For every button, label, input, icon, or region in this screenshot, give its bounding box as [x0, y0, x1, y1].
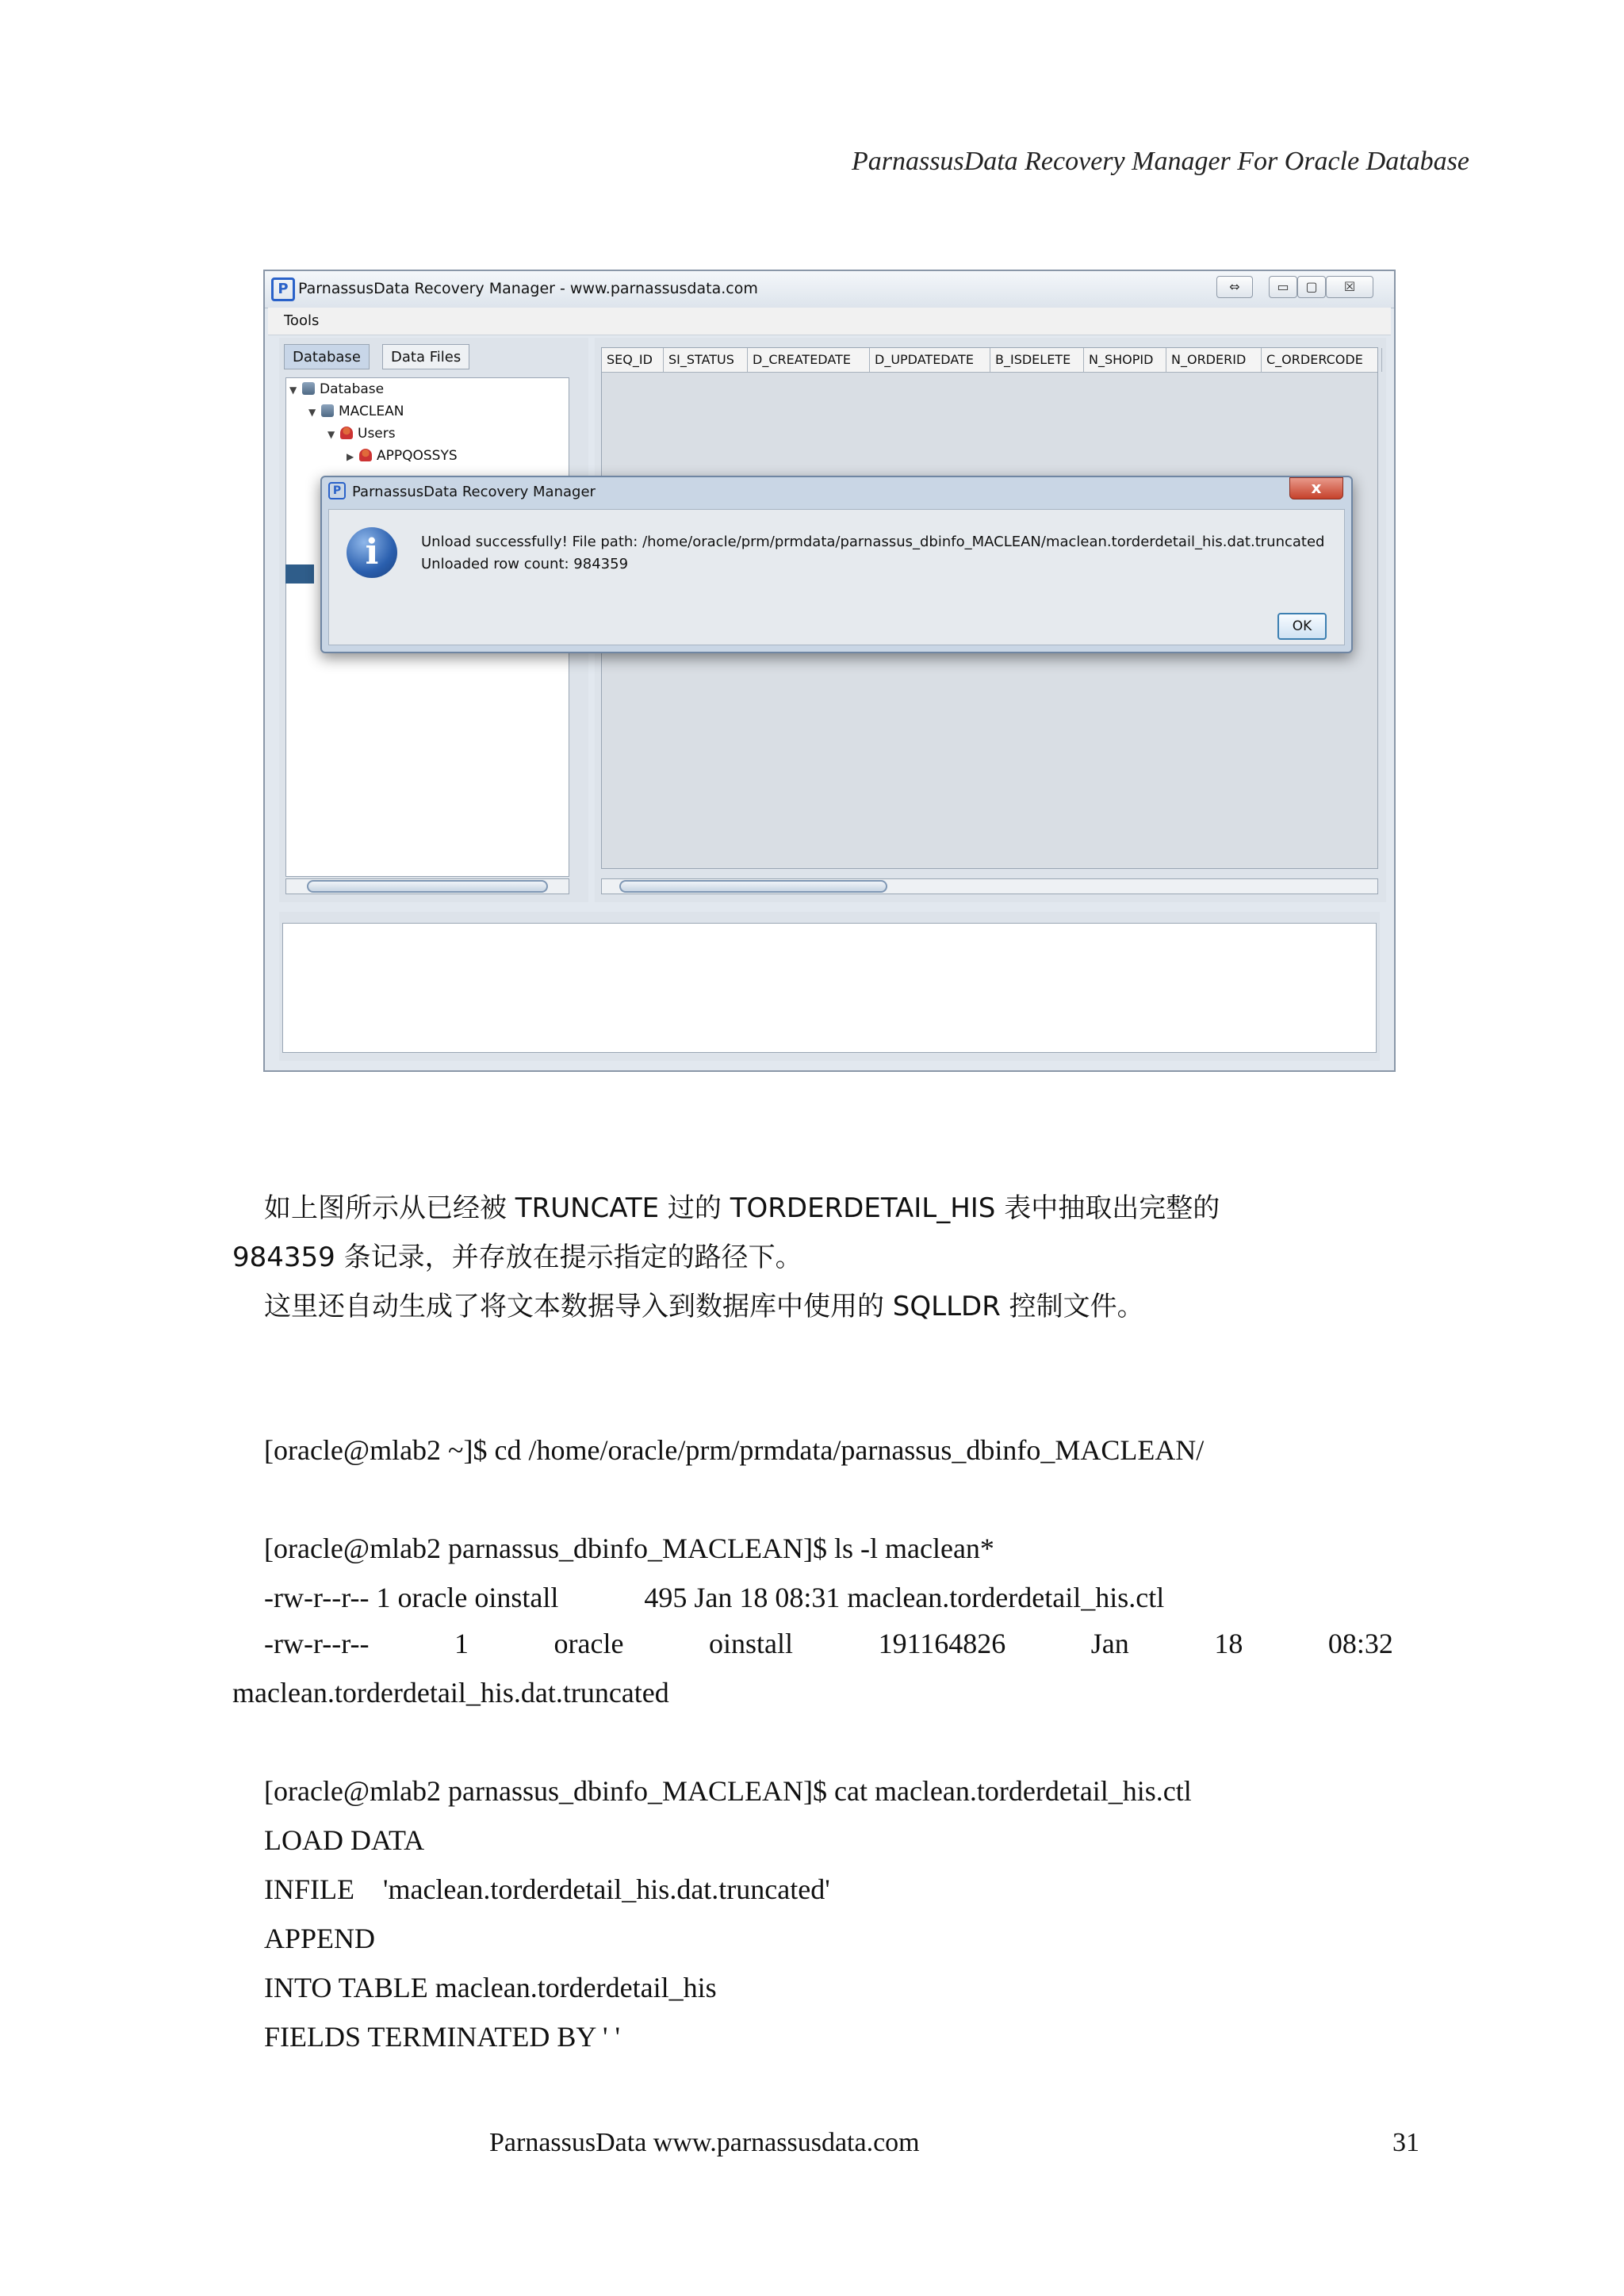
user-icon — [359, 449, 372, 461]
tab-data-files[interactable]: Data Files — [382, 344, 469, 369]
maximize-icon[interactable]: ▢ — [1297, 276, 1326, 298]
tree-node-users[interactable]: ▼ Users — [327, 426, 396, 442]
dialog-close-icon[interactable]: x — [1289, 477, 1343, 499]
column-header[interactable]: C_ORDERCODE — [1262, 348, 1382, 372]
ok-button[interactable]: OK — [1277, 613, 1327, 640]
app-logo-icon: P — [271, 277, 295, 301]
tree-node-database[interactable]: ▼ Database — [289, 381, 385, 397]
app-window — [263, 270, 1396, 1072]
column-header[interactable]: SI_STATUS — [664, 348, 748, 372]
window-title: ParnassusData Recovery Manager - www.parnassusdata.com — [298, 280, 758, 297]
scrollbar-thumb[interactable] — [619, 880, 887, 893]
close-icon[interactable]: ☒ — [1326, 276, 1373, 298]
log-panel — [279, 912, 1380, 1061]
expand-arrow-icon[interactable]: ▼ — [289, 385, 297, 396]
listing-line: maclean.torderdetail_his.dat.truncated — [232, 1677, 669, 1709]
listing-field: 191164826 — [878, 1628, 1006, 1659]
listing-line-justified — [264, 1627, 1393, 1660]
column-header[interactable]: B_ISDELETE — [990, 348, 1084, 372]
scrollbar-thumb[interactable] — [307, 880, 548, 893]
database-icon — [321, 404, 334, 417]
tree-horizontal-scrollbar[interactable] — [285, 878, 569, 894]
grid-header — [602, 348, 1377, 373]
paragraph-line: 984359 条记录，并存放在提示指定的路径下。 — [232, 1242, 802, 1273]
log-output-area[interactable] — [282, 923, 1377, 1053]
app-logo-icon: P — [328, 482, 346, 499]
listing-line: -rw-r--r-- 1 oracle oinstall 495 Jan 18 08:31 maclean.torderdetail_his.ctl — [264, 1582, 1165, 1613]
listing-field: 18 — [1214, 1628, 1243, 1659]
column-header[interactable]: D_CREATEDATE — [748, 348, 870, 372]
listing-field: 08:32 — [1327, 1628, 1393, 1659]
command-line: [oracle@mlab2 parnassus_dbinfo_MACLEAN]$ ls -l maclean* — [264, 1533, 994, 1564]
dialog-body — [328, 509, 1345, 645]
database-icon — [302, 382, 315, 395]
expand-arrow-icon[interactable]: ▼ — [308, 407, 316, 418]
dialog-message-line2: Unloaded row count: 984359 — [421, 556, 629, 572]
column-header[interactable]: N_SHOPID — [1084, 348, 1166, 372]
message-dialog — [320, 476, 1353, 653]
menu-bar — [268, 308, 1391, 335]
expand-arrow-icon[interactable]: ▼ — [327, 429, 335, 440]
listing-field: oracle — [553, 1628, 624, 1659]
control-file-line: INFILE 'maclean.torderdetail_his.dat.truncated' — [264, 1873, 830, 1905]
info-icon: i — [347, 527, 397, 578]
control-file-line: LOAD DATA — [264, 1824, 425, 1856]
column-header[interactable]: N_ORDERID — [1166, 348, 1262, 372]
paragraph-line: 如上图所示从已经被 TRUNCATE 过的 TORDERDETAIL_HIS 表中抽取出完整的 — [264, 1192, 1220, 1224]
user-icon — [340, 427, 353, 439]
command-line: [oracle@mlab2 ~]$ cd /home/oracle/prm/prmdata/parnassus_dbinfo_MACLEAN/ — [264, 1434, 1205, 1466]
restore-icon[interactable]: ⇔ — [1216, 276, 1253, 298]
menu-tools[interactable]: Tools — [284, 312, 320, 329]
listing-field: oinstall — [709, 1628, 794, 1659]
minimize-icon[interactable]: ▭ — [1269, 276, 1297, 298]
listing-field: Jan — [1090, 1628, 1129, 1659]
paragraph-line: 这里还自动生成了将文本数据导入到数据库中使用的 SQLLDR 控制文件。 — [264, 1291, 1144, 1322]
listing-field: 1 — [454, 1628, 469, 1659]
collapse-arrow-icon[interactable]: ▶ — [347, 451, 354, 462]
column-header[interactable]: D_UPDATEDATE — [870, 348, 990, 372]
control-file-line: FIELDS TERMINATED BY ' ' — [264, 2021, 620, 2053]
control-file-line: INTO TABLE maclean.torderdetail_his — [264, 1972, 717, 2003]
page-number: 31 — [1392, 2128, 1419, 2157]
running-header: ParnassusData Recovery Manager For Oracle Database — [851, 147, 1469, 176]
tree-selection-highlight — [285, 564, 314, 584]
control-file-line: APPEND — [264, 1923, 376, 1954]
column-header[interactable]: SEQ_ID — [602, 348, 664, 372]
footer-site: ParnassusData www.parnassusdata.com — [489, 2128, 920, 2157]
tree-node-appqossys[interactable]: ▶ APPQOSSYS — [347, 448, 458, 464]
listing-field: -rw-r--r-- — [264, 1628, 370, 1659]
dialog-message-line1: Unload successfully! File path: /home/oracle/prm/prmdata/parnassus_dbinfo_MACLEAN/maclean.torderdetail_his.dat.truncated — [421, 534, 1325, 550]
command-line: [oracle@mlab2 parnassus_dbinfo_MACLEAN]$ cat maclean.torderdetail_his.ctl — [264, 1775, 1192, 1807]
tab-database[interactable]: Database — [284, 344, 370, 369]
grid-horizontal-scrollbar[interactable] — [601, 878, 1378, 894]
dialog-title: ParnassusData Recovery Manager — [352, 484, 596, 500]
title-bar — [265, 271, 1394, 308]
tree-node-maclean[interactable]: ▼ MACLEAN — [308, 404, 404, 419]
